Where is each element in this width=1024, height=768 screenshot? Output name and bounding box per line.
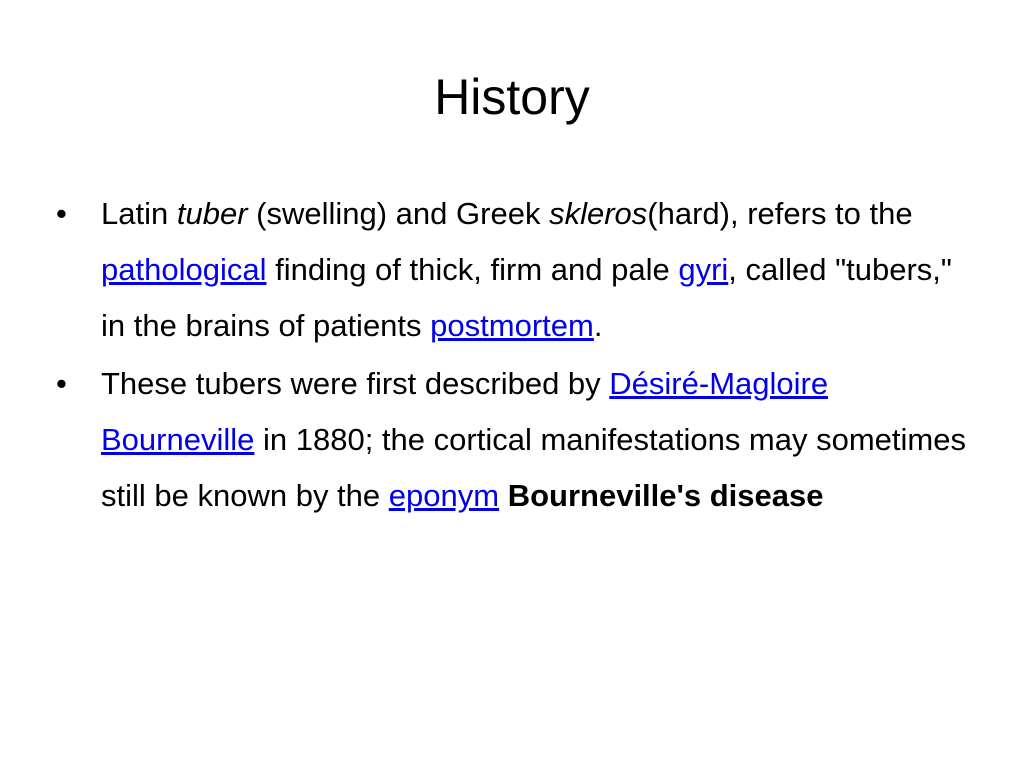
text-finding: finding of thick, firm and pale <box>275 252 670 287</box>
term-tuber: tuber <box>176 196 248 231</box>
link-pathological[interactable]: pathological <box>101 252 267 287</box>
link-postmortem[interactable]: postmortem <box>430 308 594 343</box>
term-skleros: skleros <box>549 196 648 231</box>
bullet-icon: • <box>56 366 67 401</box>
text-hard-refers: (hard), refers to the <box>647 196 913 231</box>
bullet-icon: • <box>56 196 67 231</box>
text-period: . <box>593 308 603 343</box>
text-latin: Latin <box>101 196 169 231</box>
slide-title: History <box>434 69 590 125</box>
text-called-tubers: , called "tubers," in the brains of patients <box>101 252 952 343</box>
text-disease-name: Bourneville's disease <box>507 478 824 513</box>
link-gyri[interactable]: gyri <box>678 252 729 287</box>
text-these-tubers: These tubers were first described by <box>101 366 601 401</box>
bullet-item-bourneville <box>56 356 976 524</box>
link-eponym[interactable]: eponym <box>388 478 500 513</box>
bullet-item-etymology <box>56 186 976 354</box>
text-swelling-greek: (swelling) and Greek <box>256 196 541 231</box>
bullet-list <box>56 186 976 526</box>
text-in-1880: in 1880; the cortical manifestations may sometimes still be known by the <box>101 422 966 513</box>
link-bourneville[interactable]: Désiré-Magloire Bourneville <box>101 366 829 457</box>
